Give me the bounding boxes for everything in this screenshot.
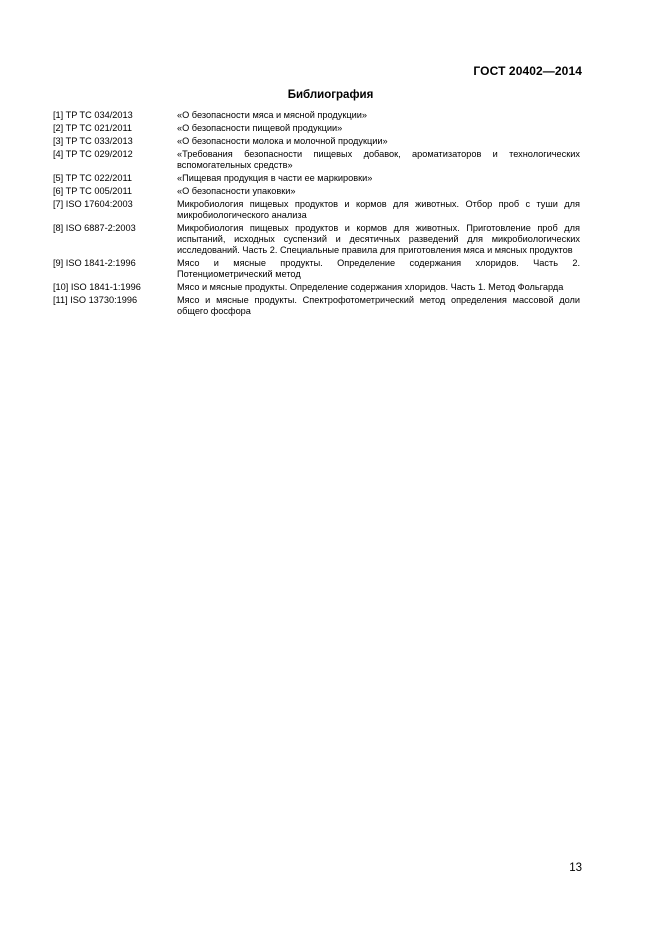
bibliography-item bbox=[53, 295, 580, 317]
bibliography-item bbox=[53, 136, 580, 147]
document-code: ГОСТ 20402—2014 bbox=[473, 64, 582, 78]
bibliography-title: Библиография bbox=[287, 89, 374, 101]
bibliography-text: «О безопасности молока и молочной продукции» bbox=[177, 136, 388, 146]
bibliography-text: Микробиология пищевых продуктов и кормов для животных. Приготовление проб для испытаний, исходных суспензий и десятичных разведений для микробиологических исследований. Часть 2. Специальные правила для приготовления мяса и мясных продуктов bbox=[177, 223, 580, 255]
bibliography-item bbox=[53, 173, 580, 184]
bibliography-ref: [10] ISO 1841-1:1996 bbox=[53, 282, 141, 292]
bibliography-item bbox=[53, 186, 580, 197]
bibliography-ref: [1] TP TC 034/2013 bbox=[53, 110, 133, 120]
bibliography-ref: [7] ISO 17604:2003 bbox=[53, 199, 133, 209]
bibliography-item bbox=[53, 123, 580, 134]
bibliography-item bbox=[53, 258, 580, 280]
bibliography-list bbox=[53, 110, 580, 319]
bibliography-text: Мясо и мясные продукты. Определение содержания хлоридов. Часть 1. Метод Фольгарда bbox=[177, 282, 564, 292]
bibliography-ref: [3] TP TC 033/2013 bbox=[53, 136, 133, 146]
bibliography-text: «О безопасности мяса и мясной продукции» bbox=[177, 110, 368, 120]
bibliography-text: «Пищевая продукция в части ее маркировки» bbox=[177, 173, 373, 183]
bibliography-item bbox=[53, 199, 580, 221]
bibliography-ref: [6] TP TC 005/2011 bbox=[53, 186, 132, 196]
bibliography-text: «Требования безопасности пищевых добавок, ароматизаторов и технологических вспомогательных средств» bbox=[177, 149, 580, 170]
bibliography-item bbox=[53, 223, 580, 256]
bibliography-ref: [8] ISO 6887-2:2003 bbox=[53, 223, 136, 233]
bibliography-ref: [9] ISO 1841-2:1996 bbox=[53, 258, 136, 268]
bibliography-ref: [5] TP TC 022/2011 bbox=[53, 173, 132, 183]
bibliography-text: «О безопасности пищевой продукции» bbox=[177, 123, 343, 133]
bibliography-item bbox=[53, 149, 580, 171]
bibliography-item bbox=[53, 110, 580, 121]
page-number: 13 bbox=[569, 862, 582, 874]
bibliography-text: «О безопасности упаковки» bbox=[177, 186, 296, 196]
bibliography-ref: [11] ISO 13730:1996 bbox=[53, 295, 138, 305]
bibliography-ref: [2] TP TC 021/2011 bbox=[53, 123, 132, 133]
bibliography-ref: [4] TP TC 029/2012 bbox=[53, 149, 133, 159]
bibliography-item bbox=[53, 282, 580, 293]
bibliography-text: Микробиология пищевых продуктов и кормов для животных. Отбор проб с туши для микробиологического анализа bbox=[177, 199, 580, 220]
bibliography-text: Мясо и мясные продукты. Определение содержания хлоридов. Часть 2. Потенциометрический метод bbox=[177, 258, 580, 279]
bibliography-text: Мясо и мясные продукты. Спектрофотометрический метод определения массовой доли общего фосфора bbox=[177, 295, 580, 316]
